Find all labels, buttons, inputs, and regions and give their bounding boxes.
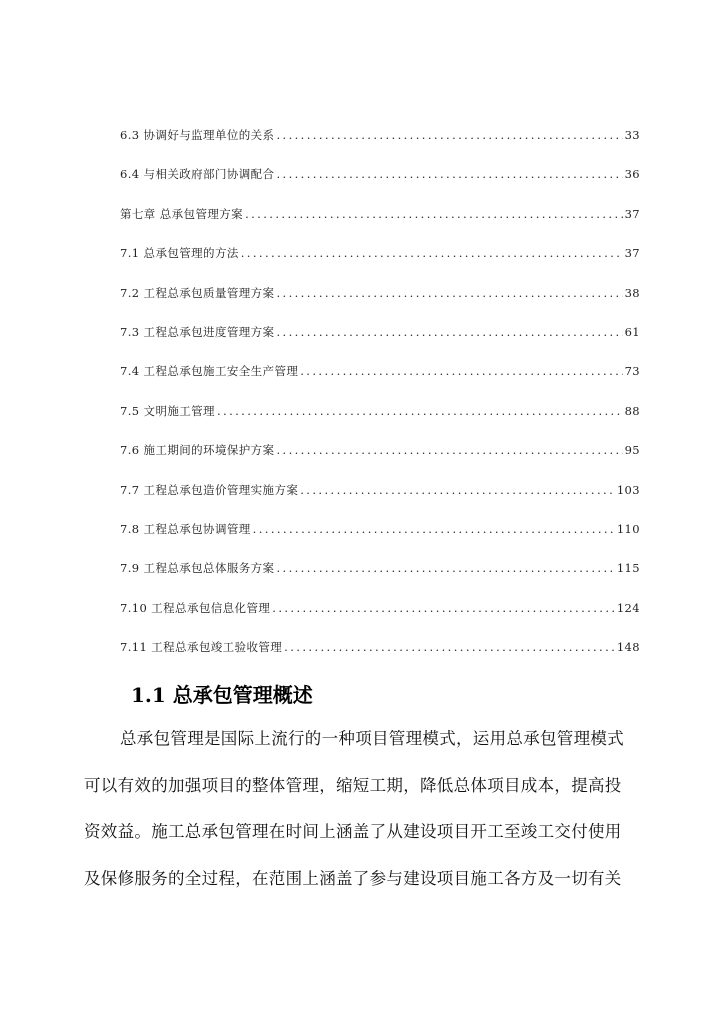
toc-entry[interactable] (120, 559, 640, 598)
toc-leader-dots (300, 362, 622, 380)
paragraph-line: 资效益。施工总承包管理在时间上涵盖了从建设项目开工至竣工交付使用 (84, 822, 622, 841)
toc-entry[interactable] (120, 441, 640, 480)
toc-leader-dots (276, 126, 622, 144)
toc-leader-dots (276, 165, 622, 183)
toc-entry[interactable] (120, 599, 640, 638)
toc-entry-page: 38 (624, 285, 640, 300)
toc-leader-dots (300, 481, 615, 499)
toc-entry-page: 37 (624, 206, 640, 221)
toc-entry-page: 124 (616, 600, 640, 615)
toc-leader-dots (253, 520, 615, 538)
toc-entry[interactable] (120, 520, 640, 559)
table-of-contents (120, 126, 640, 677)
toc-entry[interactable] (120, 402, 640, 441)
toc-entry[interactable] (120, 362, 640, 401)
toc-entry-page: 37 (624, 246, 640, 261)
toc-leader-dots (276, 284, 622, 302)
toc-entry-label: 7.8 工程总承包协调管理 (120, 521, 251, 536)
toc-entry-page: 36 (624, 167, 640, 182)
toc-entry-page: 61 (624, 324, 640, 339)
toc-entry-page: 115 (616, 561, 640, 576)
section-body (84, 716, 644, 902)
toc-entry-label: 第七章 总承包管理方案 (120, 206, 244, 221)
toc-entry[interactable] (120, 481, 640, 520)
toc-entry[interactable] (120, 205, 640, 244)
toc-entry-page: 33 (624, 128, 640, 142)
toc-entry-label: 7.10 工程总承包信息化管理 (120, 600, 271, 615)
toc-entry[interactable] (120, 126, 640, 165)
toc-entry[interactable] (120, 244, 640, 283)
toc-entry-label: 7.7 工程总承包造价管理实施方案 (120, 482, 299, 497)
paragraph-line: 可以有效的加强项目的整体管理，缩短工期，降低总体项目成本，提高投 (84, 775, 622, 795)
toc-entry-label: 7.11 工程总承包竣工验收管理 (120, 640, 283, 655)
toc-leader-dots (217, 402, 623, 420)
toc-leader-dots (276, 559, 614, 577)
toc-leader-dots (284, 638, 615, 656)
toc-leader-dots (241, 244, 623, 262)
toc-leader-dots (276, 441, 622, 459)
paragraph-line: 及保修服务的全过程，在范围上涵盖了参与建设项目施工各方及一切有关 (84, 868, 622, 888)
toc-entry-label: 7.5 文明施工管理 (120, 403, 215, 418)
toc-entry-page: 103 (616, 482, 640, 497)
toc-entry-label: 6.4 与相关政府部门协调配合 (120, 167, 275, 182)
toc-entry[interactable] (120, 165, 640, 204)
toc-entry-label: 7.9 工程总承包总体服务方案 (120, 561, 275, 576)
toc-entry-page: 95 (624, 443, 640, 458)
toc-entry-label: 7.1 总承包管理的方法 (120, 246, 239, 261)
paragraph-line: 总承包管理是国际上流行的一种项目管理模式，运用总承包管理模式 (120, 729, 624, 748)
toc-entry-label: 7.6 施工期间的环境保护方案 (120, 443, 275, 458)
toc-entry-label: 6.3 协调好与监理单位的关系 (120, 128, 275, 142)
toc-entry-label: 7.4 工程总承包施工安全生产管理 (120, 364, 299, 379)
toc-entry-page: 148 (616, 640, 640, 655)
toc-entry[interactable] (120, 638, 640, 677)
toc-entry-page: 88 (624, 403, 640, 418)
toc-entry[interactable] (120, 323, 640, 362)
toc-entry-page: 110 (616, 521, 640, 536)
toc-entry-page: 73 (624, 364, 640, 379)
section-heading: 1.1 总承包管理概述 (131, 683, 313, 707)
toc-entry-label: 7.3 工程总承包进度管理方案 (120, 324, 275, 339)
toc-leader-dots (276, 323, 622, 341)
toc-entry[interactable] (120, 284, 640, 323)
toc-leader-dots (272, 599, 615, 617)
toc-leader-dots (245, 205, 623, 223)
toc-entry-label: 7.2 工程总承包质量管理方案 (120, 285, 275, 300)
